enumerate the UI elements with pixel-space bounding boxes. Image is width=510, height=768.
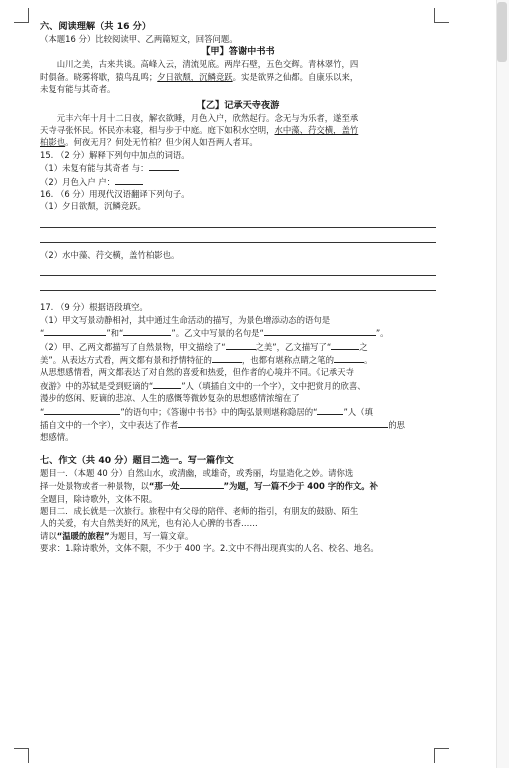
passage-b bbox=[40, 112, 436, 149]
topic-title-bold: “那一处 bbox=[148, 481, 180, 492]
question-text: 美”。从表达方式看，两文都有景和抒情特征的 bbox=[40, 354, 212, 365]
answer-blank[interactable] bbox=[44, 405, 120, 415]
question-text: ”人（填 bbox=[343, 406, 373, 417]
essay-requirements: 要求：1.除诗歌外，文体不限，不少于 400 字。2.文中不得出现真实的人名、校名、地名。 bbox=[40, 543, 379, 554]
question-15-item-2 bbox=[40, 175, 436, 188]
passage-b-line bbox=[40, 124, 436, 136]
section6-heading: 六、阅读理解（共 16 分） bbox=[40, 21, 152, 32]
question-text: “ bbox=[40, 406, 45, 417]
question-text: ”的语句中；《答谢中书书》中的陶弘景则堪称隐居的“ bbox=[120, 406, 318, 417]
passage-a bbox=[40, 58, 436, 95]
question-text: ”和“ bbox=[106, 328, 124, 339]
passage-a-text: 。实是欲界之仙都。自康乐以来， bbox=[232, 71, 359, 82]
question-text: 之 bbox=[359, 341, 368, 352]
question-15-item-1 bbox=[40, 161, 436, 174]
answer-line[interactable] bbox=[40, 261, 436, 276]
answer-line[interactable] bbox=[40, 228, 436, 243]
question-16-item-2: （2）水中藻、荇交横，盖竹柏影也。 bbox=[40, 249, 180, 260]
question-17-line: 想感情。 bbox=[40, 432, 74, 443]
question-text: “ bbox=[40, 328, 45, 339]
answer-line[interactable] bbox=[40, 276, 436, 291]
topic-title-bold: “温暖的旅程” bbox=[56, 530, 110, 541]
question-text: （2）月色入户 户： bbox=[40, 176, 115, 187]
question-17-line: 漫步的悠闲、贬谪的悲凉、人生的感慨等微妙复杂的思想感情浓缩在了 bbox=[40, 393, 300, 404]
page-corner-mark bbox=[14, 8, 29, 23]
topic-text: ”为题，写一篇不少于 400 字的作文。补 bbox=[223, 481, 378, 492]
passage-a-line: 山川之美，古来共谈。高峰入云，清流见底。两岸石壁，五色交辉。青林翠竹，四 bbox=[56, 59, 359, 70]
answer-blank[interactable] bbox=[123, 326, 171, 336]
section7-heading: 七、作文（共 40 分）题目二选一。写一篇作文 bbox=[40, 454, 234, 466]
question-text: 夜游》中的苏轼是受到贬谪的“ bbox=[40, 380, 154, 391]
vertical-scrollbar[interactable] bbox=[496, 0, 509, 768]
passage-b-line bbox=[40, 136, 436, 148]
answer-blank[interactable] bbox=[226, 340, 256, 350]
question-16: 16. （6 分）用现代汉语翻译下列句子。 bbox=[40, 189, 190, 200]
passage-a-line bbox=[40, 71, 436, 83]
answer-blank[interactable] bbox=[149, 161, 179, 171]
question-text: （2）甲、乙两文都描写了自然景物，甲文描绘了“ bbox=[40, 341, 226, 352]
passage-a-text: 时俱备。晓雾将歇，猿鸟乱鸣； bbox=[40, 71, 158, 82]
passage-b-line: 元丰六年十月十二日夜，解衣欲睡，月色入户，欣然起行。念无与为乐者，遂至承 bbox=[56, 112, 359, 123]
passage-b-text: 天寺寻张怀民。怀民亦未寝，相与步于中庭。庭下如积水空明， bbox=[40, 125, 275, 136]
question-text: ”。乙文中写景的名句是“ bbox=[171, 328, 264, 339]
question-16-item-1: （1）夕日欲颓，沉鳞竞跃。 bbox=[40, 201, 146, 212]
essay-topic-2: 题目二．成长就是一次旅行。旅程中有父母的陪伴、老师的指引，有朋友的鼓励、陌生 bbox=[40, 505, 359, 516]
answer-blank[interactable] bbox=[115, 175, 143, 185]
answer-blank[interactable] bbox=[317, 405, 343, 415]
underlined-sentence: 柏影也 bbox=[40, 137, 66, 148]
answer-blank[interactable] bbox=[180, 479, 224, 489]
question-17-line bbox=[40, 340, 436, 353]
question-17-line bbox=[40, 418, 436, 431]
question-text: ”人（填插自文中的一个字），文中把赏月的欣喜、 bbox=[181, 380, 366, 391]
answer-blank[interactable] bbox=[264, 326, 376, 336]
essay-topic-1: 题目一．（本题 40 分）自然山水，或清幽，或雄奇，或秀丽，均显造化之妙。请你选 bbox=[40, 467, 354, 478]
question-text: （1）未复有能与其奇者 与： bbox=[40, 163, 149, 174]
question-17-line bbox=[40, 379, 436, 392]
page-corner-mark bbox=[434, 748, 449, 763]
answer-blank[interactable] bbox=[334, 353, 364, 363]
topic-text: 请以 bbox=[40, 530, 57, 541]
question-17: 17. （9 分）根据语段填空。 bbox=[40, 302, 148, 313]
question-15: 15. （2 分）解释下列句中加点的词语。 bbox=[40, 149, 190, 160]
answer-blank[interactable] bbox=[178, 418, 388, 428]
question-text: ，也都有堪称点睛之笔的 bbox=[241, 354, 334, 365]
topic-text: 择一处景物或者一种景物，以 bbox=[40, 481, 149, 492]
passage-b-text: 。何夜无月？何处无竹柏？但少闲人如吾两人者耳。 bbox=[65, 137, 258, 148]
passage-a-title: 【甲】答谢中书书 bbox=[201, 46, 275, 58]
page-corner-mark bbox=[14, 748, 29, 763]
essay-topic-2: 人的关爱，有大自然美好的风光，也有沁人心脾的书香…… bbox=[40, 518, 258, 529]
question-17-line bbox=[40, 326, 436, 339]
document-page bbox=[40, 20, 436, 555]
answer-blank[interactable] bbox=[212, 353, 242, 363]
question-17-line: （1）甲文写景动静相衬，其中通过生命活动的描写，为景色增添动态的语句是 bbox=[40, 314, 331, 325]
essay-topic-1 bbox=[40, 479, 436, 492]
scrollbar-thumb[interactable] bbox=[497, 2, 507, 62]
question-text: 的思 bbox=[388, 419, 405, 430]
underlined-sentence: 水中藻、荇交横，盖竹 bbox=[274, 125, 359, 136]
passage-b-title: 【乙】记承天寺夜游 bbox=[196, 99, 280, 111]
essay-topic-1: 全题目，除诗歌外，文体不限。 bbox=[40, 493, 158, 504]
question-17-line bbox=[40, 353, 436, 366]
answer-blank[interactable] bbox=[44, 326, 106, 336]
answer-blank[interactable] bbox=[153, 379, 181, 389]
question-text: 。 bbox=[363, 354, 373, 365]
passage-a-line: 未复有能与其奇者。 bbox=[40, 84, 116, 95]
answer-line[interactable] bbox=[40, 213, 436, 228]
answer-blank[interactable] bbox=[331, 340, 359, 350]
page-corner-mark bbox=[434, 8, 449, 23]
question-17-line: 从思想感情看，两文都表达了对自然的喜爱和热爱，但作者的心境并不同。《记承天寺 bbox=[40, 367, 355, 378]
question-text: 插自文中的一个字），文中表达了作者 bbox=[40, 419, 179, 430]
underlined-sentence: 夕日欲颓，沉鳞竞跃 bbox=[157, 71, 233, 82]
question-17-line bbox=[40, 405, 436, 418]
topic-text: 为题目，写一篇文章。 bbox=[109, 530, 194, 541]
essay-topic-2 bbox=[40, 530, 436, 542]
question-text: 之美”，乙文描写了“ bbox=[255, 341, 332, 352]
section6-intro: （本题16 分）比较阅读甲、乙两篇短文，回答问题。 bbox=[40, 34, 238, 44]
question-text: ”。 bbox=[375, 328, 389, 339]
